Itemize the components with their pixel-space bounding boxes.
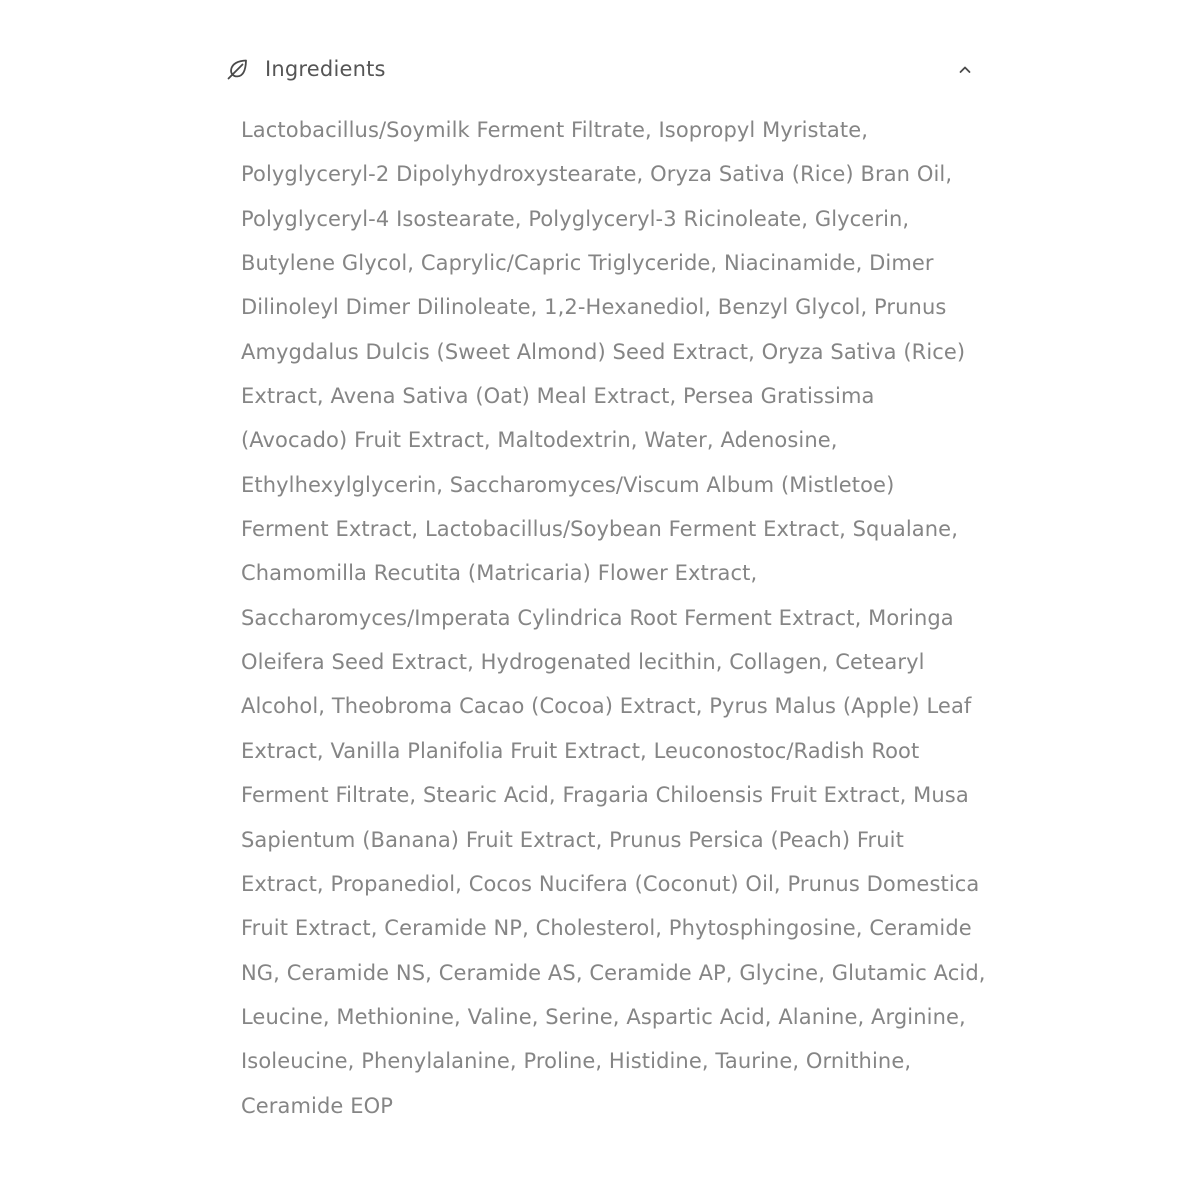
accordion-title: Ingredients bbox=[265, 57, 386, 81]
chevron-up-icon[interactable] bbox=[956, 62, 974, 76]
leaf-icon bbox=[226, 57, 250, 81]
ingredients-accordion-header[interactable] bbox=[224, 48, 980, 92]
ingredients-accordion bbox=[224, 48, 986, 1118]
ingredients-list-text: Lactobacillus/Soymilk Ferment Filtrate, Isopropyl Myristate, Polyglyceryl-2 Dipolyhydroxystearate, Oryza Sativa (Rice) Bran Oil, Polyglyceryl-4 Isostearate, Polyglyceryl-3 Ricinoleate, Glycerin, Butylene Glycol, Caprylic/Capric Triglyceride, Niacinamide, Dimer Dilinoleyl Dimer Dilinoleate, 1,2-Hexanediol, Benzyl Glycol, Prunus Amygdalus Dulcis (Sweet Almond) Seed Extract, Oryza Sativa (Rice) Extract, Avena Sativa (Oat) Meal Extract, Persea Gratissima (Avocado) Fruit Extract, Maltodextrin, Water, Adenosine, Ethylhexylglycerin, Saccharomyces/Viscum Album (Mistletoe) Ferment Extract, Lactobacillus/Soybean Ferment Extract, Squalane, Chamomilla Recutita (Matricaria) Flower Extract, Saccharomyces/Imperata Cylindrica Root Ferment Extract, Moringa Oleifera Seed Extract, Hydrogenated lecithin, Collagen, Cetearyl Alcohol, Theobroma Cacao (Cocoa) Extract, Pyrus Malus (Apple) Leaf Extract, Vanilla Planifolia Fruit Extract, Leuconostoc/Radish Root Ferment Filtrate, Stearic Acid, Fragaria Chiloensis Fruit Extract, Musa Sapientum (Banana) Fruit Extract, Prunus Persica (Peach) Fruit Extract, Propanediol, Cocos Nucifera (Coconut) Oil, Prunus Domestica Fruit Extract, Ceramide NP, Cholesterol, Phytosphingosine, Ceramide NG, Ceramide NS, Ceramide AS, Ceramide AP, Glycine, Glutamic Acid, Leucine, Methionine, Valine, Serine, Aspartic Acid, Alanine, Arginine, Isoleucine, Phenylalanine, Proline, Histidine, Taurine, Ornithine, Ceramide EOP bbox=[241, 118, 986, 1118]
ingredients-panel bbox=[241, 108, 986, 1128]
